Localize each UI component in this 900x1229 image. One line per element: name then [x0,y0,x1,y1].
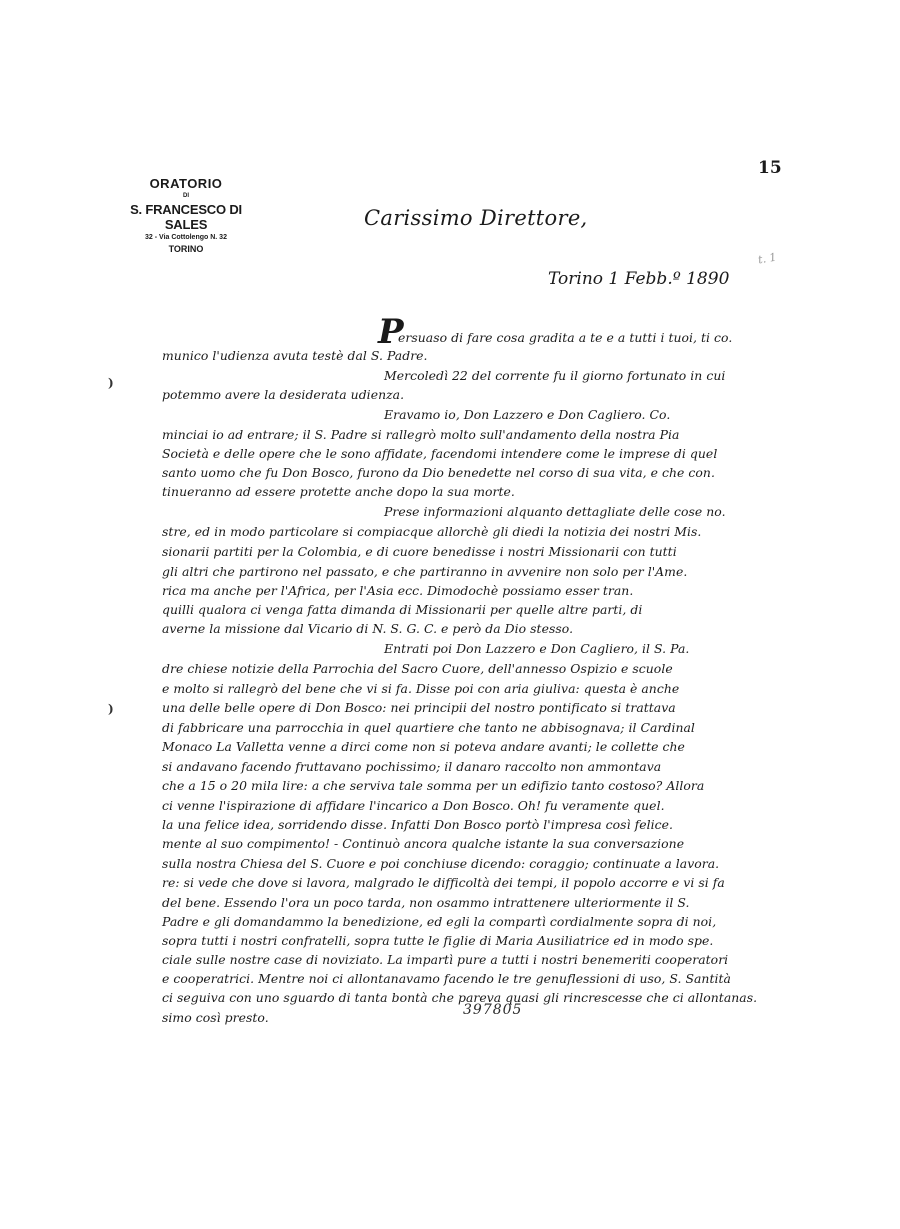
body-line: sionarii partiti per la Colombia, e di cuore benedisse i nostri Missionarii con tutti [162,544,677,559]
body-line: ci seguiva con uno sguardo di tanta bontà che pareva quasi gli rincrescesse che ci allontanas. [162,990,758,1005]
body-line: Padre e gli domandammo la benedizione, ed egli la compartì cordialmente sopra di noi, [162,914,717,929]
body-line: ci venne l'ispirazione di affidare l'incarico a Don Bosco. Oh! fu veramente quel. [162,798,665,813]
body-line: minciai io ad entrare; il S. Padre si rallegrò molto sull'andamento della nostra Pia [162,427,680,442]
body-line: del bene. Essendo l'ora un poco tarda, non osammo intrattenere ulteriormente il S. [162,895,690,910]
body-line: rica ma anche per l'Africa, per l'Asia ecc. Dimodochè possiamo esser tran. [162,583,634,598]
body-line: e molto si rallegrò del bene che vi si fa. Disse poi con aria giuliva: questa è anche [162,681,680,696]
body-line: munico l'udienza avuta testè dal S. Padre. [162,348,428,363]
body-line: si andavano facendo fruttavano pochissimo; il danaro raccolto non ammontava [162,759,662,774]
pencil-note: t. 1 [757,250,778,267]
body-line: gli altri che partirono nel passato, e che partiranno in avvenire non solo per l'Ame. [162,564,688,579]
body-line: potemmo avere la desiderata udienza. [162,387,405,402]
drop-cap: P [378,312,404,352]
body-line: mente al suo compimento! - Continuò ancora qualche istante la sua conversazione [162,836,685,851]
body-line: santo uomo che fu Don Bosco, furono da Dio benedette nel corso di sua vita, e che con. [162,465,715,480]
letterhead-org: ORATORIO [149,176,223,191]
margin-mark: ) [108,376,114,390]
letterhead-city: TORINO [168,244,204,254]
body-line: sopra tutti i nostri confratelli, sopra tutte le figlie di Maria Ausiliatrice ed in modo spe. [162,933,714,948]
body-line: una delle belle opere di Don Bosco: nei principii del nostro pontificato si trattava [162,700,676,715]
body-line: Mercoledì 22 del corrente fu il giorno fortunato in cui [384,368,726,383]
body-line: che a 15 o 20 mila lire: a che serviva tale somma per un edifizio tanto costoso? Allora [162,778,705,793]
letterhead-di: DI [183,193,189,199]
letterhead-address: 32 - Via Cottolengo N. 32 [145,234,227,241]
letterhead [116,176,256,254]
body-line: ciale sulle nostre case di noviziato. La impartì pure a tutti i nostri benemeriti cooperatori [162,952,729,967]
body-line: tinueranno ad essere protette anche dopo la sua morte. [162,484,515,499]
body-line: quilli qualora ci venga fatta dimanda di Missionarii per quelle altre parti, di [162,602,643,617]
body-line: la una felice idea, sorridendo disse. Infatti Don Bosco portò l'impresa così felice. [162,817,673,832]
margin-mark: ) [108,702,114,716]
body-line: Monaco La Valletta venne a dirci come non si poteva andare avanti; le collette che [162,739,685,754]
body-line: Prese informazioni alquanto dettagliate delle cose no. [384,504,726,519]
body-line: sulla nostra Chiesa del S. Cuore e poi conchiuse dicendo: coraggio; continuate a lavora. [162,856,720,871]
body-line: re: si vede che dove si lavora, malgrado le difficoltà dei tempi, il popolo accorre e vi si fa [162,875,725,890]
body-line: simo così presto. [162,1010,269,1025]
salutation: Carissimo Direttore, [364,206,588,230]
body-line: dre chiese notizie della Parrochia del Sacro Cuore, dell'annesso Ospizio e scuole [162,661,673,676]
archive-number: 397805 [463,1002,523,1018]
body-line: Eravamo io, Don Lazzero e Don Cagliero. Co. [384,407,671,422]
dateline: Torino 1 Febb.º 1890 [548,269,730,289]
letterhead-name: S. FRANCESCO DI SALES [130,202,242,232]
body-line: Società e delle opere che le sono affidate, facendomi intendere come le imprese di quel [162,446,718,461]
body-line: stre, ed in modo particolare si compiacque allorchè gli diedi la notizia dei nostri Mis. [162,524,702,539]
body-line: e cooperatrici. Mentre noi ci allontanavamo facendo le tre genuflessioni di uso, S. Santità [162,971,731,986]
body-line: Entrati poi Don Lazzero e Don Cagliero, il S. Pa. [384,641,690,656]
page-number: 15 [758,158,782,178]
body-line: di fabbricare una parrocchia in quel quartiere che tanto ne abbisognava; il Cardinal [162,720,695,735]
body-line: ersuaso di fare cosa gradita a te e a tutti i tuoi, ti co. [398,330,733,345]
body-line: averne la missione dal Vicario di N. S. G. C. e però da Dio stesso. [162,621,574,636]
